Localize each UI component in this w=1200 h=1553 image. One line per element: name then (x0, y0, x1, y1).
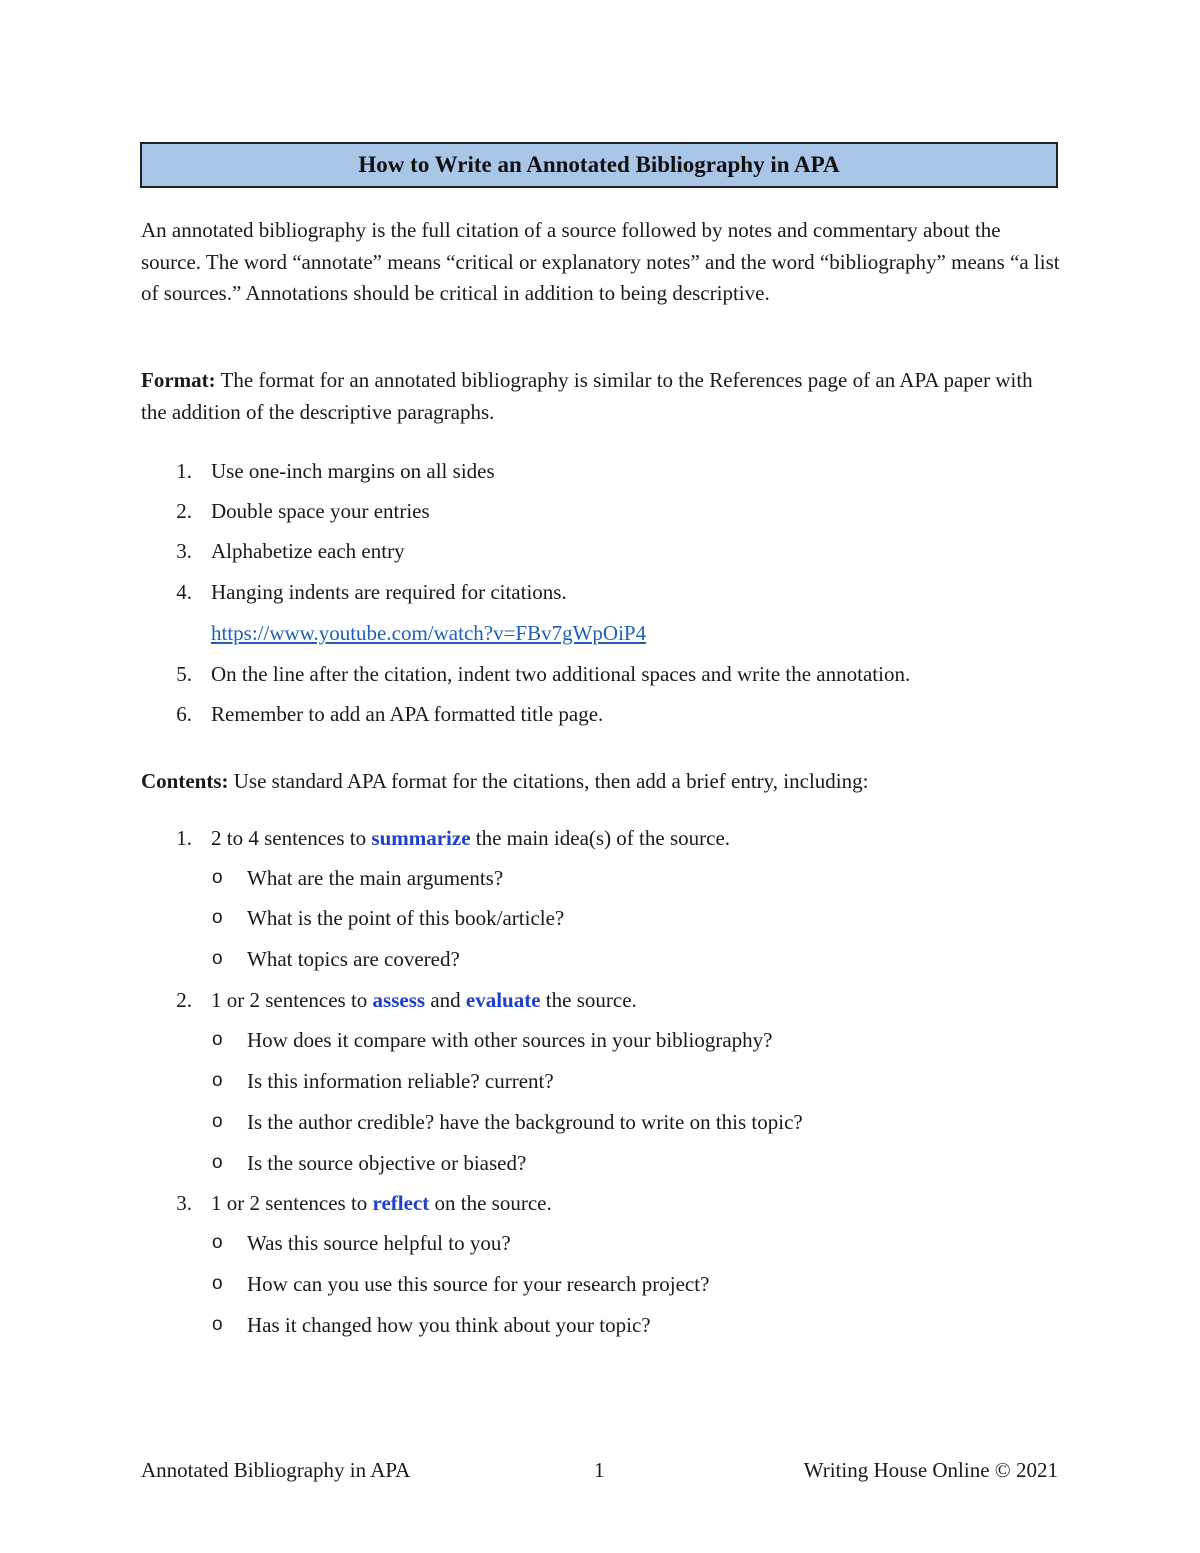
format-text: The format for an annotated bibliography is similar to the References page of an APA paper with the addition of the descriptive paragraphs. (141, 368, 1033, 424)
keyword-assess: assess (372, 988, 426, 1012)
bullet-icon: o (212, 907, 223, 928)
footer-page-number: 1 (594, 1458, 605, 1482)
footer-right: Writing House Online © 2021 (803, 1458, 1058, 1482)
keyword-summarize: summarize (371, 826, 471, 850)
bullet-icon: o (212, 1152, 223, 1173)
contents-label: Contents: (141, 769, 229, 793)
bullet-icon: o (212, 948, 223, 969)
bullet-icon: o (212, 1111, 223, 1132)
format-paragraph (141, 365, 1061, 428)
bullet-icon: o (212, 867, 223, 888)
bullet-icon: o (212, 1232, 223, 1253)
intro-paragraph: An annotated bibliography is the full citation of a source followed by notes and commentary about the source. The word “annotate” means “critical or explanatory notes” and the word “bibliography” means “a list of sources.” Annotations should be critical in addition to being descriptive. (141, 218, 1060, 305)
bullet-icon: o (212, 1273, 223, 1294)
title-banner (140, 142, 1058, 188)
bullet-icon: o (212, 1314, 223, 1335)
contents-text: Use standard APA format for the citations, then add a brief entry, including: (228, 769, 869, 793)
youtube-link[interactable]: https://www.youtube.com/watch?v=FBv7gWpOiP4 (211, 621, 647, 645)
footer-left: Annotated Bibliography in APA (141, 1458, 411, 1482)
format-label: Format: (141, 368, 216, 392)
bullet-icon: o (212, 1070, 223, 1091)
page-title: How to Write an Annotated Bibliography in APA (358, 152, 840, 177)
keyword-reflect: reflect (372, 1191, 430, 1215)
document-page: How to Write an Annotated Bibliography in APA An annotated bibliography is the full citation of a source followed by notes and commentary about the source. The word “annotate” means “critical or explanatory notes” and the word “bibliography” means “a list of sources.” Annotations should be critical in addition to being descriptive. Format: The format for an annotated bibliography is similar to the References page of an APA paper with the addition of the descriptive paragraphs. 1. Use one-inch margins on all sides 2. Double space your entries 3. Alphabetize each entry 4. Hanging indents are required for citations. https://www.youtube.com/watch?v=FBv7gWpOiP4 5. On the line after the citation, indent two additional spaces and write the annotation. 6. Remember to add an APA formatted title page. Contents: Use standard APA format for the citations, then add a brief entry, including: 1. 2 to 4 sentences to summarize the main idea(s) of the source. o What are the main arguments? o What is the point of this book/article? o What topics are covered? 2. 1 or 2 sentences to assess and evaluate the source. o How does it compare with other sources in your bibliography? o Is this information reliable? current? o Is the author credible? have the background to write on this topic? o Is the source objective or biased? 3. 1 or 2 sentences to reflect on the source. o Was this source helpful to you? o How can you use this source for your research project? o Has it changed how you think about your topic? Annotated Bibliography in APA 1 Writing House Online © 2021 (0, 0, 1200, 1553)
contents-paragraph (141, 766, 1061, 798)
bullet-icon: o (212, 1029, 223, 1050)
keyword-evaluate: evaluate (465, 988, 541, 1012)
